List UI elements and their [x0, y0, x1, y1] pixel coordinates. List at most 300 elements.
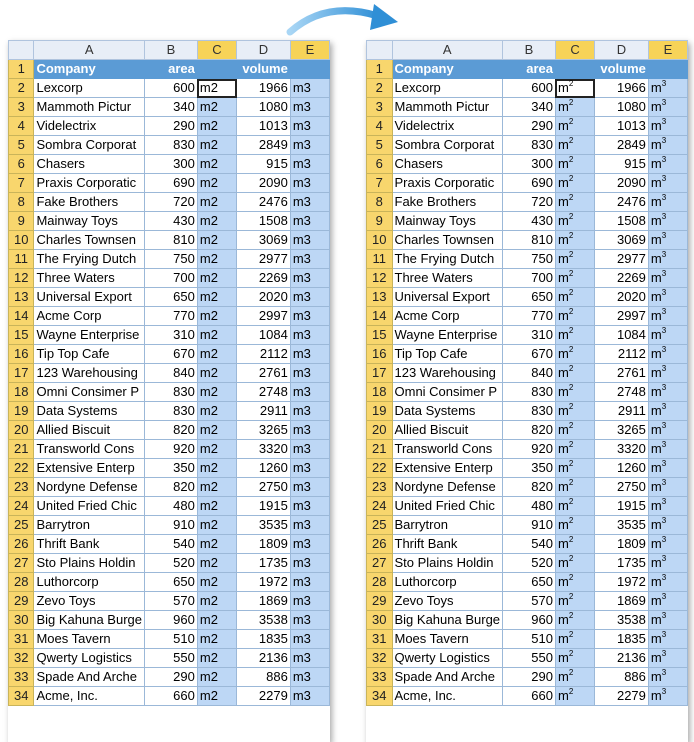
row-header[interactable]: 5 — [367, 136, 393, 155]
row-header[interactable]: 7 — [9, 174, 34, 193]
area-unit-cell[interactable]: m2 — [197, 231, 236, 250]
area-cell[interactable]: 510 — [145, 630, 198, 649]
area-unit-cell[interactable]: m2 — [197, 421, 236, 440]
row-header[interactable]: 23 — [9, 478, 34, 497]
volume-unit-cell[interactable] — [648, 687, 687, 706]
area-unit-cell[interactable]: m2 — [197, 402, 236, 421]
volume-cell[interactable]: 2748 — [595, 383, 649, 402]
area-cell[interactable]: 920 — [145, 440, 198, 459]
company-cell[interactable]: Omni Consimer P — [34, 383, 145, 402]
area-unit-cell[interactable] — [555, 592, 594, 611]
volume-unit-cell[interactable] — [648, 174, 687, 193]
volume-cell[interactable]: 1915 — [595, 497, 649, 516]
volume-unit-cell[interactable] — [648, 516, 687, 535]
volume-cell[interactable]: 1084 — [595, 326, 649, 345]
volume-cell[interactable]: 915 — [237, 155, 291, 174]
area-unit-cell[interactable]: m2 — [197, 345, 236, 364]
row-header[interactable]: 13 — [9, 288, 34, 307]
volume-cell[interactable]: 1080 — [595, 98, 649, 117]
area-cell[interactable]: 650 — [503, 288, 556, 307]
volume-unit-cell[interactable]: m3 — [290, 79, 329, 98]
area-unit-cell[interactable] — [555, 459, 594, 478]
company-cell[interactable]: Acme Corp — [34, 307, 145, 326]
volume-unit-cell[interactable] — [648, 345, 687, 364]
volume-unit-cell[interactable] — [648, 554, 687, 573]
header-unit-volume[interactable] — [648, 60, 687, 79]
row-header[interactable]: 28 — [367, 573, 393, 592]
row-header[interactable]: 17 — [9, 364, 34, 383]
header-company[interactable]: Company — [392, 60, 503, 79]
column-header[interactable]: D — [237, 41, 291, 60]
area-cell[interactable]: 520 — [145, 554, 198, 573]
company-cell[interactable]: Luthorcorp — [34, 573, 145, 592]
volume-cell[interactable]: 2020 — [595, 288, 649, 307]
volume-unit-cell[interactable]: m3 — [290, 497, 329, 516]
row-header[interactable]: 19 — [367, 402, 393, 421]
area-unit-cell[interactable] — [555, 326, 594, 345]
volume-unit-cell[interactable] — [648, 440, 687, 459]
area-cell[interactable]: 660 — [145, 687, 198, 706]
company-cell[interactable]: Sto Plains Holdin — [392, 554, 503, 573]
row-header[interactable]: 25 — [9, 516, 34, 535]
column-header[interactable]: B — [503, 41, 556, 60]
volume-unit-cell[interactable]: m3 — [290, 554, 329, 573]
area-cell[interactable]: 830 — [503, 136, 556, 155]
area-cell[interactable]: 550 — [145, 649, 198, 668]
area-unit-cell[interactable] — [555, 478, 594, 497]
company-cell[interactable]: The Frying Dutch — [392, 250, 503, 269]
area-unit-cell[interactable]: m2 — [197, 79, 236, 98]
row-header[interactable]: 22 — [9, 459, 34, 478]
volume-cell[interactable]: 915 — [595, 155, 649, 174]
area-cell[interactable]: 290 — [145, 668, 198, 687]
area-cell[interactable]: 670 — [145, 345, 198, 364]
row-header[interactable]: 27 — [367, 554, 393, 573]
company-cell[interactable]: Qwerty Logistics — [392, 649, 503, 668]
volume-unit-cell[interactable]: m3 — [290, 136, 329, 155]
area-cell[interactable]: 430 — [145, 212, 198, 231]
area-unit-cell[interactable] — [555, 174, 594, 193]
area-cell[interactable]: 830 — [503, 383, 556, 402]
area-cell[interactable]: 570 — [503, 592, 556, 611]
header-unit-volume[interactable] — [290, 60, 329, 79]
header-company[interactable]: Company — [34, 60, 145, 79]
volume-unit-cell[interactable] — [648, 611, 687, 630]
row-header[interactable]: 10 — [367, 231, 393, 250]
company-cell[interactable]: Transworld Cons — [392, 440, 503, 459]
volume-cell[interactable]: 2112 — [237, 345, 291, 364]
company-cell[interactable]: Wayne Enterprise — [392, 326, 503, 345]
volume-cell[interactable]: 1869 — [595, 592, 649, 611]
area-cell[interactable]: 960 — [503, 611, 556, 630]
row-header[interactable]: 26 — [9, 535, 34, 554]
company-cell[interactable]: Nordyne Defense — [34, 478, 145, 497]
volume-unit-cell[interactable] — [648, 307, 687, 326]
company-cell[interactable]: Allied Biscuit — [34, 421, 145, 440]
volume-cell[interactable]: 2269 — [237, 269, 291, 288]
company-cell[interactable]: 123 Warehousing — [392, 364, 503, 383]
area-unit-cell[interactable] — [555, 79, 594, 98]
volume-cell[interactable]: 3320 — [595, 440, 649, 459]
volume-unit-cell[interactable] — [648, 79, 687, 98]
company-cell[interactable]: Acme, Inc. — [392, 687, 503, 706]
row-header[interactable]: 11 — [367, 250, 393, 269]
area-unit-cell[interactable]: m2 — [197, 250, 236, 269]
volume-cell[interactable]: 1735 — [595, 554, 649, 573]
area-unit-cell[interactable] — [555, 402, 594, 421]
company-cell[interactable]: Moes Tavern — [34, 630, 145, 649]
company-cell[interactable]: 123 Warehousing — [34, 364, 145, 383]
row-header[interactable]: 24 — [9, 497, 34, 516]
area-cell[interactable]: 600 — [503, 79, 556, 98]
volume-cell[interactable]: 2090 — [595, 174, 649, 193]
volume-unit-cell[interactable] — [648, 364, 687, 383]
company-cell[interactable]: United Fried Chic — [392, 497, 503, 516]
area-unit-cell[interactable] — [555, 421, 594, 440]
header-area[interactable]: area — [503, 60, 556, 79]
volume-unit-cell[interactable]: m3 — [290, 155, 329, 174]
volume-unit-cell[interactable]: m3 — [290, 326, 329, 345]
row-header[interactable]: 6 — [367, 155, 393, 174]
row-header[interactable]: 3 — [9, 98, 34, 117]
area-cell[interactable]: 310 — [145, 326, 198, 345]
row-header[interactable]: 21 — [367, 440, 393, 459]
area-cell[interactable]: 910 — [503, 516, 556, 535]
volume-unit-cell[interactable] — [648, 573, 687, 592]
area-cell[interactable]: 690 — [145, 174, 198, 193]
area-cell[interactable]: 830 — [145, 402, 198, 421]
row-header[interactable]: 12 — [367, 269, 393, 288]
area-unit-cell[interactable] — [555, 364, 594, 383]
company-cell[interactable]: Three Waters — [34, 269, 145, 288]
volume-cell[interactable]: 1013 — [237, 117, 291, 136]
volume-cell[interactable]: 2279 — [595, 687, 649, 706]
row-header[interactable]: 6 — [9, 155, 34, 174]
area-cell[interactable]: 650 — [145, 288, 198, 307]
volume-cell[interactable]: 886 — [237, 668, 291, 687]
company-cell[interactable]: Lexcorp — [34, 79, 145, 98]
area-cell[interactable]: 840 — [503, 364, 556, 383]
area-cell[interactable]: 300 — [145, 155, 198, 174]
area-unit-cell[interactable] — [555, 649, 594, 668]
volume-unit-cell[interactable]: m3 — [290, 193, 329, 212]
volume-cell[interactable]: 1966 — [595, 79, 649, 98]
area-cell[interactable]: 700 — [145, 269, 198, 288]
volume-unit-cell[interactable]: m3 — [290, 231, 329, 250]
volume-unit-cell[interactable]: m3 — [290, 174, 329, 193]
company-cell[interactable]: Lexcorp — [392, 79, 503, 98]
row-header[interactable]: 4 — [9, 117, 34, 136]
volume-unit-cell[interactable]: m3 — [290, 440, 329, 459]
row-header[interactable]: 9 — [9, 212, 34, 231]
area-cell[interactable]: 300 — [503, 155, 556, 174]
volume-cell[interactable]: 1869 — [237, 592, 291, 611]
area-unit-cell[interactable]: m2 — [197, 155, 236, 174]
company-cell[interactable]: Zevo Toys — [392, 592, 503, 611]
volume-unit-cell[interactable]: m3 — [290, 592, 329, 611]
volume-unit-cell[interactable] — [648, 136, 687, 155]
area-unit-cell[interactable] — [555, 269, 594, 288]
area-cell[interactable]: 820 — [503, 478, 556, 497]
volume-unit-cell[interactable]: m3 — [290, 611, 329, 630]
column-header[interactable]: B — [145, 41, 198, 60]
company-cell[interactable]: Chasers — [34, 155, 145, 174]
row-header[interactable]: 1 — [367, 60, 393, 79]
area-unit-cell[interactable]: m2 — [197, 440, 236, 459]
company-cell[interactable]: United Fried Chic — [34, 497, 145, 516]
company-cell[interactable]: Praxis Corporatic — [392, 174, 503, 193]
row-header[interactable]: 22 — [367, 459, 393, 478]
area-unit-cell[interactable] — [555, 288, 594, 307]
area-unit-cell[interactable]: m2 — [197, 288, 236, 307]
area-unit-cell[interactable] — [555, 554, 594, 573]
area-unit-cell[interactable]: m2 — [197, 516, 236, 535]
area-cell[interactable]: 510 — [503, 630, 556, 649]
company-cell[interactable]: Charles Townsen — [392, 231, 503, 250]
volume-cell[interactable]: 3535 — [595, 516, 649, 535]
volume-unit-cell[interactable]: m3 — [290, 459, 329, 478]
area-cell[interactable]: 830 — [145, 136, 198, 155]
header-area[interactable]: area — [145, 60, 198, 79]
volume-unit-cell[interactable]: m3 — [290, 212, 329, 231]
volume-unit-cell[interactable]: m3 — [290, 269, 329, 288]
volume-cell[interactable]: 2997 — [595, 307, 649, 326]
volume-cell[interactable]: 3538 — [237, 611, 291, 630]
row-header[interactable]: 16 — [9, 345, 34, 364]
area-unit-cell[interactable]: m2 — [197, 668, 236, 687]
volume-unit-cell[interactable]: m3 — [290, 250, 329, 269]
volume-unit-cell[interactable] — [648, 155, 687, 174]
row-header[interactable]: 9 — [367, 212, 393, 231]
company-cell[interactable]: Qwerty Logistics — [34, 649, 145, 668]
row-header[interactable]: 3 — [367, 98, 393, 117]
volume-unit-cell[interactable] — [648, 212, 687, 231]
company-cell[interactable]: Data Systems — [392, 402, 503, 421]
volume-cell[interactable]: 2977 — [237, 250, 291, 269]
area-cell[interactable]: 430 — [503, 212, 556, 231]
area-unit-cell[interactable]: m2 — [197, 554, 236, 573]
volume-unit-cell[interactable] — [648, 649, 687, 668]
area-unit-cell[interactable]: m2 — [197, 98, 236, 117]
row-header[interactable]: 21 — [9, 440, 34, 459]
area-unit-cell[interactable] — [555, 687, 594, 706]
row-header[interactable]: 27 — [9, 554, 34, 573]
company-cell[interactable]: Omni Consimer P — [392, 383, 503, 402]
volume-cell[interactable]: 3320 — [237, 440, 291, 459]
company-cell[interactable]: Praxis Corporatic — [34, 174, 145, 193]
volume-cell[interactable]: 1966 — [237, 79, 291, 98]
company-cell[interactable]: Universal Export — [34, 288, 145, 307]
column-header[interactable]: E — [648, 41, 687, 60]
volume-cell[interactable]: 2136 — [237, 649, 291, 668]
company-cell[interactable]: Tip Top Cafe — [34, 345, 145, 364]
row-header[interactable]: 30 — [9, 611, 34, 630]
area-unit-cell[interactable] — [555, 383, 594, 402]
company-cell[interactable]: Allied Biscuit — [392, 421, 503, 440]
row-header[interactable]: 33 — [9, 668, 34, 687]
row-header[interactable]: 18 — [367, 383, 393, 402]
area-cell[interactable]: 820 — [145, 478, 198, 497]
row-header[interactable]: 19 — [9, 402, 34, 421]
volume-cell[interactable]: 1260 — [595, 459, 649, 478]
area-cell[interactable]: 750 — [145, 250, 198, 269]
row-header[interactable]: 5 — [9, 136, 34, 155]
company-cell[interactable]: Big Kahuna Burge — [34, 611, 145, 630]
company-cell[interactable]: Chasers — [392, 155, 503, 174]
area-cell[interactable]: 770 — [503, 307, 556, 326]
volume-cell[interactable]: 2761 — [237, 364, 291, 383]
volume-unit-cell[interactable]: m3 — [290, 117, 329, 136]
volume-cell[interactable]: 2090 — [237, 174, 291, 193]
volume-unit-cell[interactable] — [648, 668, 687, 687]
row-header[interactable]: 20 — [367, 421, 393, 440]
volume-unit-cell[interactable]: m3 — [290, 345, 329, 364]
volume-unit-cell[interactable] — [648, 478, 687, 497]
volume-unit-cell[interactable] — [648, 592, 687, 611]
header-unit-area[interactable] — [555, 60, 594, 79]
area-unit-cell[interactable] — [555, 212, 594, 231]
volume-unit-cell[interactable]: m3 — [290, 421, 329, 440]
area-unit-cell[interactable]: m2 — [197, 383, 236, 402]
company-cell[interactable]: Big Kahuna Burge — [392, 611, 503, 630]
volume-cell[interactable]: 1508 — [237, 212, 291, 231]
row-header[interactable]: 2 — [9, 79, 34, 98]
company-cell[interactable]: Sombra Corporat — [392, 136, 503, 155]
row-header[interactable]: 15 — [9, 326, 34, 345]
row-header[interactable]: 13 — [367, 288, 393, 307]
row-header[interactable]: 15 — [367, 326, 393, 345]
company-cell[interactable]: Mainway Toys — [34, 212, 145, 231]
company-cell[interactable]: Barrytron — [34, 516, 145, 535]
header-unit-area[interactable] — [197, 60, 236, 79]
company-cell[interactable]: Acme Corp — [392, 307, 503, 326]
volume-cell[interactable]: 2911 — [237, 402, 291, 421]
column-header[interactable]: A — [34, 41, 145, 60]
area-cell[interactable]: 820 — [503, 421, 556, 440]
area-cell[interactable]: 290 — [503, 117, 556, 136]
volume-unit-cell[interactable] — [648, 250, 687, 269]
header-volume[interactable]: volume — [595, 60, 649, 79]
company-cell[interactable]: Thrift Bank — [392, 535, 503, 554]
volume-cell[interactable]: 1915 — [237, 497, 291, 516]
volume-unit-cell[interactable]: m3 — [290, 478, 329, 497]
column-header[interactable]: D — [595, 41, 649, 60]
volume-cell[interactable]: 1508 — [595, 212, 649, 231]
row-header[interactable]: 34 — [367, 687, 393, 706]
volume-unit-cell[interactable]: m3 — [290, 516, 329, 535]
area-unit-cell[interactable]: m2 — [197, 630, 236, 649]
area-cell[interactable]: 350 — [503, 459, 556, 478]
row-header[interactable]: 14 — [9, 307, 34, 326]
volume-unit-cell[interactable] — [648, 98, 687, 117]
volume-cell[interactable]: 2750 — [595, 478, 649, 497]
area-cell[interactable]: 810 — [503, 231, 556, 250]
volume-unit-cell[interactable]: m3 — [290, 630, 329, 649]
row-header[interactable]: 31 — [367, 630, 393, 649]
area-unit-cell[interactable] — [555, 516, 594, 535]
area-cell[interactable]: 840 — [145, 364, 198, 383]
area-cell[interactable]: 920 — [503, 440, 556, 459]
row-header[interactable]: 2 — [367, 79, 393, 98]
volume-cell[interactable]: 1080 — [237, 98, 291, 117]
area-cell[interactable]: 910 — [145, 516, 198, 535]
volume-unit-cell[interactable] — [648, 535, 687, 554]
volume-unit-cell[interactable] — [648, 402, 687, 421]
volume-cell[interactable]: 1835 — [237, 630, 291, 649]
area-unit-cell[interactable] — [555, 155, 594, 174]
area-cell[interactable]: 690 — [503, 174, 556, 193]
company-cell[interactable]: Extensive Enterp — [392, 459, 503, 478]
company-cell[interactable]: Videlectrix — [392, 117, 503, 136]
area-unit-cell[interactable] — [555, 307, 594, 326]
area-cell[interactable]: 650 — [145, 573, 198, 592]
area-cell[interactable]: 960 — [145, 611, 198, 630]
volume-unit-cell[interactable] — [648, 193, 687, 212]
row-header[interactable]: 24 — [367, 497, 393, 516]
row-header[interactable]: 28 — [9, 573, 34, 592]
row-header[interactable]: 33 — [367, 668, 393, 687]
volume-cell[interactable]: 3265 — [237, 421, 291, 440]
volume-unit-cell[interactable] — [648, 421, 687, 440]
row-header[interactable]: 29 — [367, 592, 393, 611]
area-cell[interactable]: 810 — [145, 231, 198, 250]
volume-cell[interactable]: 1013 — [595, 117, 649, 136]
row-header[interactable]: 1 — [9, 60, 34, 79]
volume-unit-cell[interactable] — [648, 288, 687, 307]
row-header[interactable]: 31 — [9, 630, 34, 649]
volume-cell[interactable]: 2977 — [595, 250, 649, 269]
area-unit-cell[interactable]: m2 — [197, 478, 236, 497]
volume-cell[interactable]: 1972 — [595, 573, 649, 592]
area-unit-cell[interactable] — [555, 630, 594, 649]
column-header[interactable]: A — [392, 41, 503, 60]
area-unit-cell[interactable]: m2 — [197, 269, 236, 288]
company-cell[interactable]: Data Systems — [34, 402, 145, 421]
area-unit-cell[interactable] — [555, 668, 594, 687]
row-header[interactable]: 12 — [9, 269, 34, 288]
volume-cell[interactable]: 3069 — [237, 231, 291, 250]
area-unit-cell[interactable]: m2 — [197, 497, 236, 516]
row-header[interactable]: 8 — [9, 193, 34, 212]
volume-cell[interactable]: 1084 — [237, 326, 291, 345]
row-header[interactable]: 34 — [9, 687, 34, 706]
area-cell[interactable]: 540 — [503, 535, 556, 554]
area-cell[interactable]: 670 — [503, 345, 556, 364]
area-cell[interactable]: 700 — [503, 269, 556, 288]
volume-unit-cell[interactable]: m3 — [290, 307, 329, 326]
company-cell[interactable]: Acme, Inc. — [34, 687, 145, 706]
company-cell[interactable]: Sombra Corporat — [34, 136, 145, 155]
row-header[interactable]: 7 — [367, 174, 393, 193]
company-cell[interactable]: Barrytron — [392, 516, 503, 535]
area-unit-cell[interactable]: m2 — [197, 117, 236, 136]
volume-cell[interactable]: 1809 — [237, 535, 291, 554]
area-unit-cell[interactable]: m2 — [197, 174, 236, 193]
area-cell[interactable]: 720 — [503, 193, 556, 212]
area-cell[interactable]: 600 — [145, 79, 198, 98]
area-cell[interactable]: 820 — [145, 421, 198, 440]
volume-unit-cell[interactable]: m3 — [290, 668, 329, 687]
company-cell[interactable]: Videlectrix — [34, 117, 145, 136]
volume-cell[interactable]: 2750 — [237, 478, 291, 497]
volume-unit-cell[interactable]: m3 — [290, 573, 329, 592]
area-cell[interactable]: 750 — [503, 250, 556, 269]
area-cell[interactable]: 290 — [503, 668, 556, 687]
volume-cell[interactable]: 2279 — [237, 687, 291, 706]
volume-cell[interactable]: 2997 — [237, 307, 291, 326]
row-header[interactable]: 8 — [367, 193, 393, 212]
area-unit-cell[interactable] — [555, 497, 594, 516]
